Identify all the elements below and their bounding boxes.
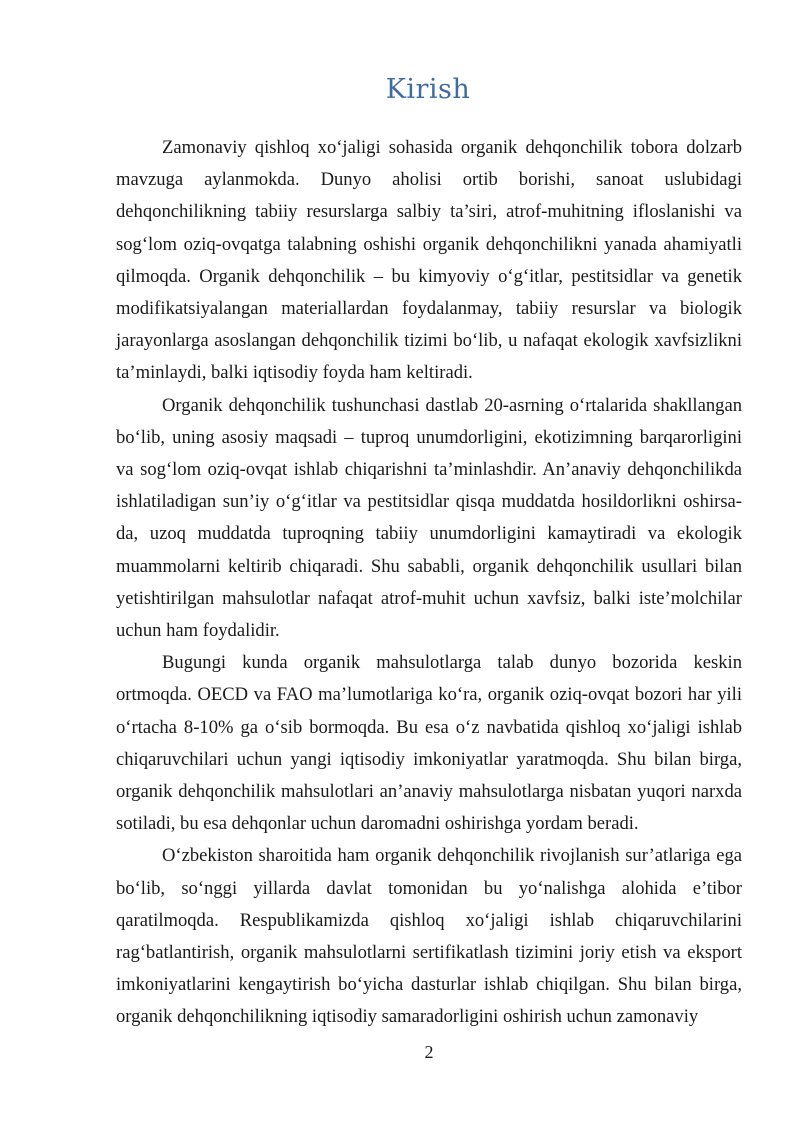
paragraph: Zamonaviy qishloq xo‘jaligi sohasida organik dehqonchilik tobora dolzarb mavzuga aylanmokda. Dunyo aholisi ortib borishi, sanoat uslubidagi dehqonchilikning tabiiy resurslarga salbiy ta’siri, atrof-muhitning ifloslanishi va sog‘lom oziq-ovqatga talabning oshishi organik dehqonchilikni yanada ahamiyatli qilmoqda. Organik dehqonchilik – bu kimyoviy o‘g‘itlar, pestitsidlar va genetik modifikatsiyalangan materiallardan foydalanmay, tabiiy resurslar va biologik jarayonlarga asoslangan dehqonchilik tizimi bo‘lib, u nafaqat ekologik xavfsizlikni ta’minlaydi, balki iqtisodiy foyda ham keltiradi. bbox=[116, 137, 742, 384]
paragraph: Organik dehqonchilik tushunchasi dastlab 20-asrning o‘rtalarida shakllangan bo‘lib, uning asosiy maqsadi – tuproq unumdorligini, ekotizimning barqarorligini va sog‘lom oziq-ovqat ishlab chiqarishni ta’minlashdir. An’anaviy dehqonchilikda ishlatiladigan sun’iy o‘g‘itlar va pestitsidlar qisqa muddatda hosildorlikni oshirsa-da, uzoq muddatda tuproqning tabiiy unumdorligini kamaytiradi va ekologik muammolarni keltirib chiqaradi. Shu sababli, organik dehqonchilik usullari bilan yetishtirilgan mahsulotlar nafaqat atrof-muhit uchun xavfsiz, balki iste’molchilar uchun ham foydalidir. bbox=[116, 394, 742, 642]
page-title: Kirish bbox=[385, 74, 471, 105]
paragraph: O‘zbekiston sharoitida ham organik dehqonchilik rivojlanish sur’atlariga ega bo‘lib, so‘nggi yillarda davlat tomonidan bu yo‘nalishga alohida e’tibor qaratilmoqda. Respublikamizda qishloq xo‘jaligi ishlab chiqaruvchilarini rag‘batlantirish, organik mahsulotlarni sertifikatlash tizimini joriy etish va eksport imkoniyatlarini kengaytirish bo‘yicha dasturlar ishlab chiqilgan. Shu bilan birga, organik dehqonchilikning iqtisodiy samaradorligini oshirish uchun zamonaviy bbox=[116, 845, 742, 1028]
page-number: 2 bbox=[424, 1042, 434, 1062]
body-text bbox=[116, 132, 742, 1034]
paragraph: Bugungi kunda organik mahsulotlarga talab dunyo bozorida keskin ortmoqda. OECD va FAO ma’lumotlariga ko‘ra, organik oziq-ovqat bozori har yili o‘rtacha 8-10% ga o‘sib bormoqda. Bu esa o‘z navbatida qishloq xo‘jaligi ishlab chiqaruvchilari uchun yangi iqtisodiy imkoniyatlar yaratmoqda. Shu bilan birga, organik dehqonchilik mahsulotlari an’anaviy mahsulotlarga nisbatan yuqori narxda sotiladi, bu esa dehqonlar uchun daromadni oshirishga yordam beradi. bbox=[116, 652, 742, 835]
